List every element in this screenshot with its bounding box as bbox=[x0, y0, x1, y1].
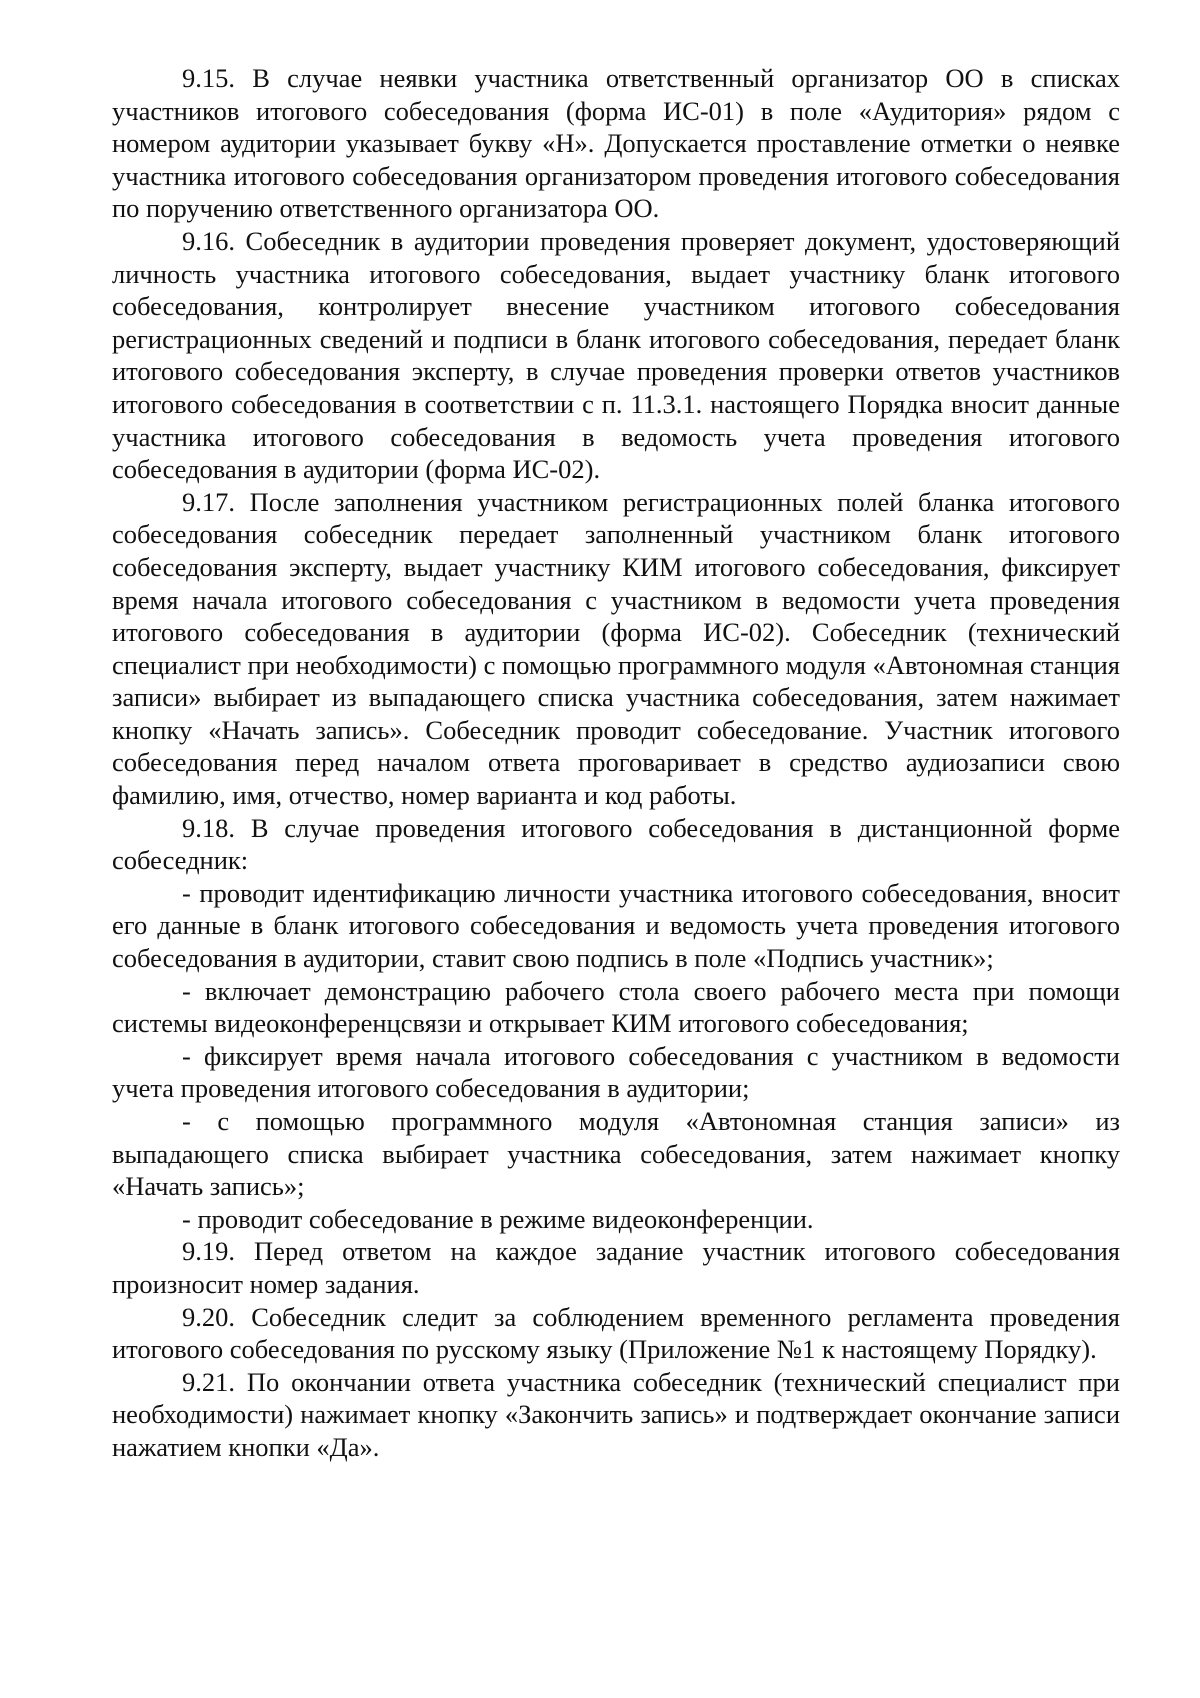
list-item-record-time: - фиксирует время начала итогового собеседования с участником в ведомости учета проведения итогового собеседования в аудитории; bbox=[112, 1040, 1120, 1104]
list-item-videoconference: - проводит собеседование в режиме видеоконференции. bbox=[182, 1203, 814, 1234]
paragraph-9-19: 9.19. Перед ответом на каждое задание участник итогового собеседования произносит номер задания. bbox=[112, 1236, 1120, 1299]
paragraph-9-16: 9.16. Собеседник в аудитории проведения проверяет документ, удостоверяющий личность участника итогового собеседования, выдает участнику бланк итогового собеседования, контролирует внесение участником итогового собеседования регистрационных сведений и подписи в бланк итогового собеседования, передает бланк итогового собеседования эксперту, в случае проведения проверки ответов участников итогового собеседования в соответствии с п. 11.3.1. настоящего Порядка вносит данные участника итогового собеседования в ведомость учета проведения итогового собеседования в аудитории (форма ИС-02). bbox=[112, 225, 1120, 485]
paragraph-9-17: 9.17. После заполнения участником регистрационных полей бланка итогового собеседования собеседник передает заполненный участником бланк итогового собеседования эксперту, выдает участнику КИМ итогового собеседования, фиксирует время начала итогового собеседования с участником в ведомости учета проведения итогового собеседования в аудитории (форма ИС-02). Собеседник (технический специалист при необходимости) с помощью программного модуля «Автономная станция записи» выбирает из выпадающего списка участника собеседования, затем нажимает кнопку «Начать запись». Собеседник проводит собеседование. Участник итогового собеседования перед началом ответа проговаривает в средство аудиозаписи свою фамилию, имя, отчество, номер варианта и код работы. bbox=[112, 486, 1120, 811]
list-item-identification: - проводит идентификацию личности участника итогового собеседования, вносит его данные в бланк итогового собеседования и ведомость учета проведения итогового собеседования в аудитории, ставит свою подпись в поле «Подпись участник»; bbox=[112, 877, 1120, 974]
paragraph-9-18: 9.18. В случае проведения итогового собеседования в дистанционной форме собеседник: bbox=[112, 812, 1120, 876]
paragraph-9-21: 9.21. По окончании ответа участника собеседник (технический специалист при необходимости) нажимает кнопку «Закончить запись» и подтверждает окончание записи нажатием кнопки «Да». bbox=[112, 1366, 1120, 1462]
document-page bbox=[112, 62, 1120, 1464]
paragraph-9-20: 9.20. Собеседник следит за соблюдением временного регламента проведения итогового собеседования по русскому языку (Приложение №1 к настоящему Порядку). bbox=[112, 1301, 1120, 1365]
list-item-screen-share: - включает демонстрацию рабочего стола своего рабочего места при помощи системы видеоконференцсвязи и открывает КИМ итогового собеседования; bbox=[112, 975, 1120, 1039]
paragraph-9-15: 9.15. В случае неявки участника ответственный организатор ОО в списках участников итогового собеседования (форма ИС-01) в поле «Аудитория» рядом с номером аудитории указывает букву «Н». Допускается проставление отметки о неявке участника итогового собеседования организатором проведения итогового собеседования по поручению ответственного организатора ОО. bbox=[112, 63, 1120, 224]
list-item-start-recording: - с помощью программного модуля «Автономная станция записи» из выпадающего списка выбирает участника собеседования, затем нажимает кнопку «Начать запись»; bbox=[112, 1106, 1120, 1202]
